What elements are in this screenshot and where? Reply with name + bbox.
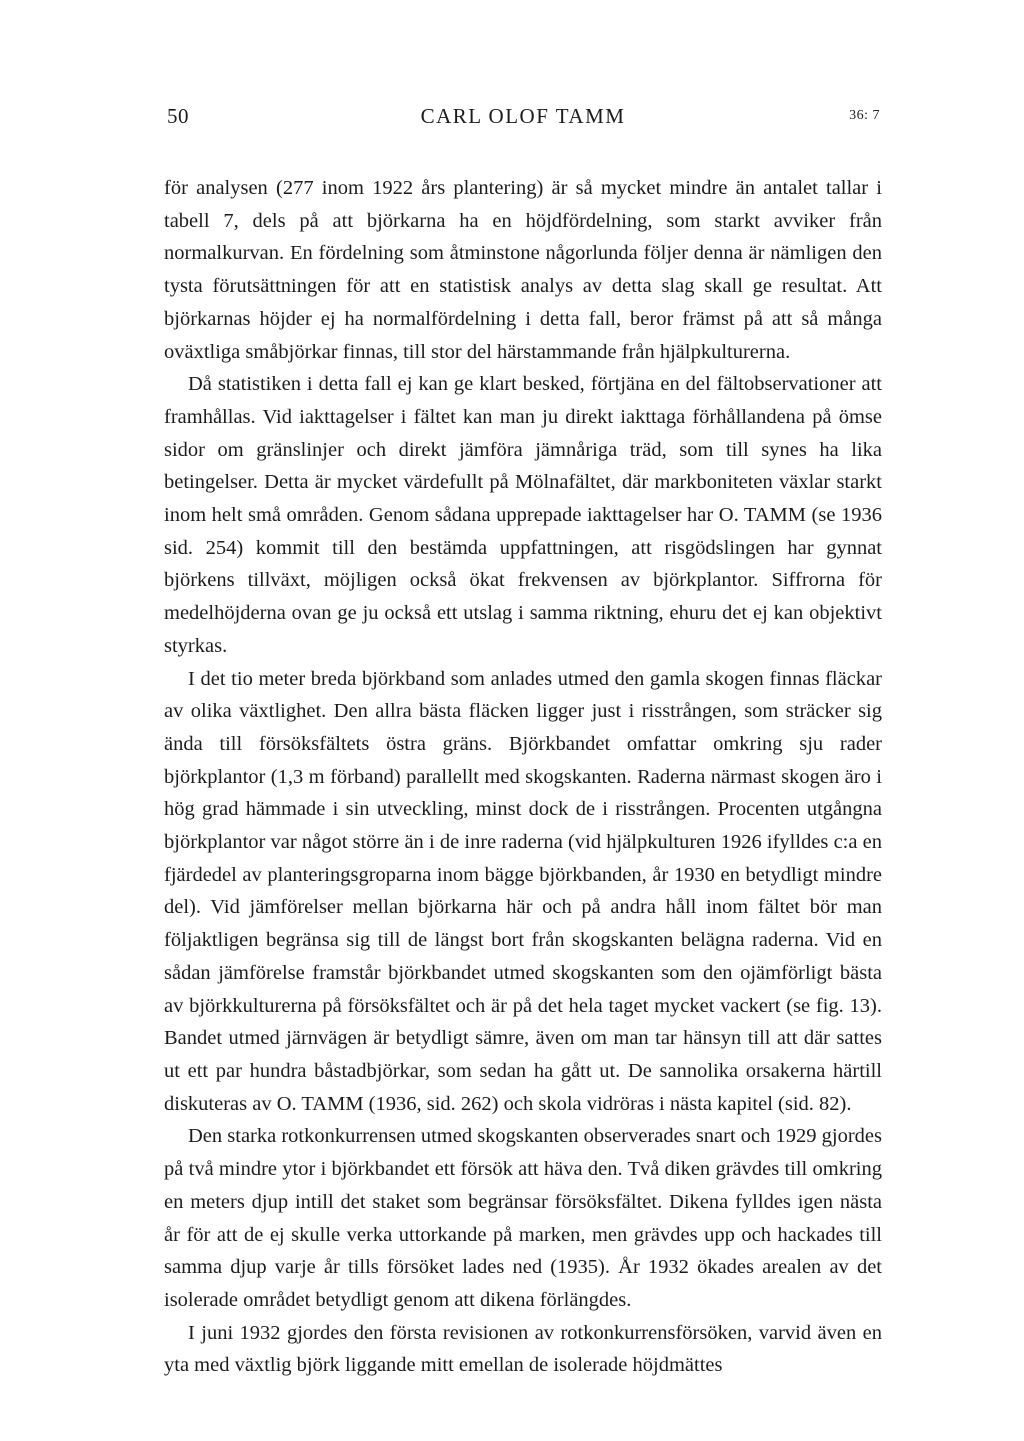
paragraph-3: I det tio meter breda björkband som anlades utmed den gamla skogen finnas fläckar av olika växtlighet. Den allra bästa fläcken ligger just i risstrången, som sträcker sig ända till försöksfältets östra gräns. Björkbandet omfattar omkring sju rader björkplantor (1,3 m förband) parallellt med skogskanten. Raderna närmast skogen äro i hög grad hämmade i sin utveckling, minst dock de i risstrången. Procenten utgångna björkplantor var något större än i de inre raderna (vid hjälpkulturen 1926 ifylldes c:a en fjärdedel av planteringsgroparna inom bägge björkbanden, år 1930 en betydligt mindre del). Vid jämförelser mellan björkarna här och på andra håll inom fältet bör man följaktligen begränsa sig till de längst bort från skogskanten belägna raderna. Vid en sådan jämförelse framstår björkbandet utmed skogskanten som den ojämförligt bästa av björkkulturerna på försöksfältet och är på det hela taget mycket vackert (se fig. 13). Bandet utmed järnvägen är betydligt sämre, även om man tar hänsyn till att där sattes ut ett par hundra båstadbjörkar, som sedan ha gått ut. De sannolika orsakerna härtill diskuteras av O. TAMM (1936, sid. 262) och skola vidröras i nästa kapitel (sid. 82). [164,667,882,1115]
body-text [164,172,882,1382]
running-head [164,104,882,140]
series-number: 36: 7 [849,108,880,123]
paragraph-5: I juni 1932 gjordes den första revisionen av rotkonkurrensförsöken, varvid även en yta med växtlig björk liggande mitt emellan de isolerade höjdmättes [164,1321,882,1377]
running-title: CARL OLOF TAMM [420,104,626,128]
page [164,104,882,1382]
paragraph-4: Den starka rotkonkurrensen utmed skogskanten observerades snart och 1929 gjordes på två mindre ytor i björkbandet ett försök att häva den. Två diken grävdes till omkring en meters djup intill det staket som begränsar försöksfältet. Dikena fylldes igen nästa år för att de ej skulle verka uttorkande på marken, men grävdes upp och hackades till samma djup varje år tills försöket lades ned (1935). År 1932 ökades arealen av det isolerade området betydligt genom att dikena förlängdes. [164,1125,882,1311]
paragraph-1: för analysen (277 inom 1922 års plantering) är så mycket mindre än antalet tallar i tabell 7, dels på att björkarna ha en höjdfördelning, som starkt avviker från normalkurvan. En fördelning som åtminstone någorlunda följer denna är nämligen den tysta förutsättningen för att en statistisk analys av detta slag skall ge resultat. Att björkarnas höjder ej ha normalfördelning i detta fall, beror främst på att så många oväxtliga småbjörkar finnas, till stor del härstammande från hjälpkulturerna. [164,177,882,363]
page-number: 50 [167,104,189,128]
paragraph-2: Då statistiken i detta fall ej kan ge klart besked, förtjäna en del fältobservationer att framhållas. Vid iakttagelser i fältet kan man ju direkt iakttaga förhållandena på ömse sidor om gränslinjer och direkt jämföra jämnåriga träd, som till synes ha lika betingelser. Detta är mycket värdefullt på Mölnafältet, där markboniteten växlar starkt inom helt små områden. Genom sådana upprepade iakttagelser har O. TAMM (se 1936 sid. 254) kommit till den bestämda uppfattningen, att risgödslingen har gynnat björkens tillväxt, möjligen också ökat frekvensen av björkplantor. Siffrorna för medelhöjderna ovan ge ju också ett utslag i samma riktning, ehuru det ej kan objektivt styrkas. [164,373,882,657]
